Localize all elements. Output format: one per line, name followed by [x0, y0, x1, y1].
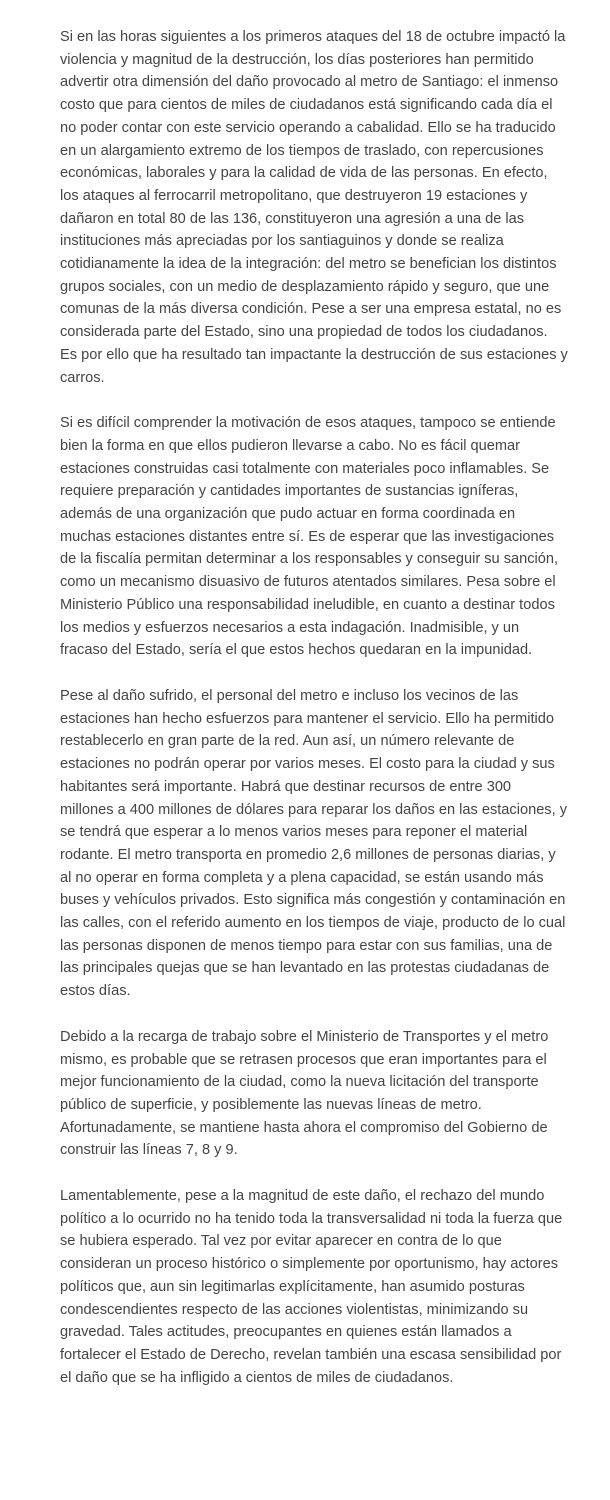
article-paragraph-2: Si es difícil comprender la motivación de esos ataques, tampoco se entiende bien la forma en que ellos pudieron llevarse a cabo. No es fácil quemar estaciones construidas casi totalmente con materiales poco inflamables. Se requiere preparación y cantidades importantes de sustancias igníferas, además de una organización que pudo actuar en forma coordinada en muchas estaciones distantes entre sí. Es de esperar que las investigaciones de la fiscalía permitan determinar a los responsables y conseguir su sanción, como un mecanismo disuasivo de futuros atentados similares. Pesa sobre el Ministerio Público una responsabilidad ineludible, en cuanto a destinar todos los medios y esfuerzos necesarios a esta indagación. Inadmisible, y un fracaso del Estado, sería el que estos hechos quedaran en la impunidad.	[60, 415, 559, 659]
article-paragraph-5: Lamentablemente, pese a la magnitud de este daño, el rechazo del mundo político a lo ocurrido no ha tenido toda la transversalidad ni toda la fuerza que se hubiera esperado. Tal vez por evitar aparecer en contra de lo que consideran un proceso histórico o simplemente por oportunismo, hay actores políticos que, aun sin legitimarlas explícitamente, han asumido posturas condescendientes respecto de las acciones violentistas, minimizando su gravedad. Tales actitudes, preocupantes en quienes están llamados a fortalecer el Estado de Derecho, revelan también una escasa sensibilidad por el daño que se ha infligido a cientos de miles de ciudadanos.	[60, 1188, 563, 1386]
article-paragraph-1: Si en las horas siguientes a los primeros ataques del 18 de octubre impactó la violencia y magnitud de la destrucción, los días posteriores han permitido advertir otra dimensión del daño provocado al metro de Santiago: el inmenso costo que para cientos de miles de ciudadanos está significando cada día el no poder contar con este servicio operando a cabalidad. Ello se ha traducido en un alargamiento extremo de los tiempos de traslado, con repercusiones económicas, laborales y para la calidad de vida de las personas. En efecto, los ataques al ferrocarril metropolitano, que destruyeron 19 estaciones y dañaron en total 80 de las 136, constituyeron una agresión a una de las instituciones más apreciadas por los santiaguinos y donde se realiza cotidianamente la idea de la integración: del metro se benefician los distintos grupos sociales, con un medio de desplazamiento rápido y seguro, que une comunas de la más diversa condición. Pese a ser una empresa estatal, no es considerada parte del Estado, sino una propiedad de todos los ciudadanos. Es por ello que ha resultado tan impactante la destrucción de sus estaciones y carros.	[60, 29, 568, 386]
article-paragraph-4: Debido a la recarga de trabajo sobre el Ministerio de Transportes y el metro mismo, es probable que se retrasen procesos que eran importantes para el mejor funcionamiento de la ciudad, como la nueva licitación del transporte público de superficie, y posiblemente las nuevas líneas de metro. Afortunadamente, se mantiene hasta ahora el compromiso del Gobierno de construir las líneas 7, 8 y 9.	[60, 1028, 549, 1159]
article-paragraph-3: Pese al daño sufrido, el personal del metro e incluso los vecinos de las estaciones han hecho esfuerzos para mantener el servicio. Ello ha permitido restablecerlo en gran parte de la red. Aun así, un número relevante de estaciones no podrán operar por varios meses. El costo para la ciudad y sus habitantes será importante. Habrá que destinar recursos de entre 300 millones a 400 millones de dólares para reparar los daños en las estaciones, y se tendrá que esperar a lo menos varios meses para reponer el material rodante. El metro transporta en promedio 2,6 millones de personas diarias, y al no operar en forma completa y a plena capacidad, se están usando más buses y vehículos privados. Esto significa más congestión y contaminación en las calles, con el referido aumento en los tiempos de viaje, producto de lo cual las personas disponen de menos tiempo para estar con sus familias, una de las principales quejas que se han levantado en las protestas ciudadanas de estos días.	[60, 687, 568, 1000]
